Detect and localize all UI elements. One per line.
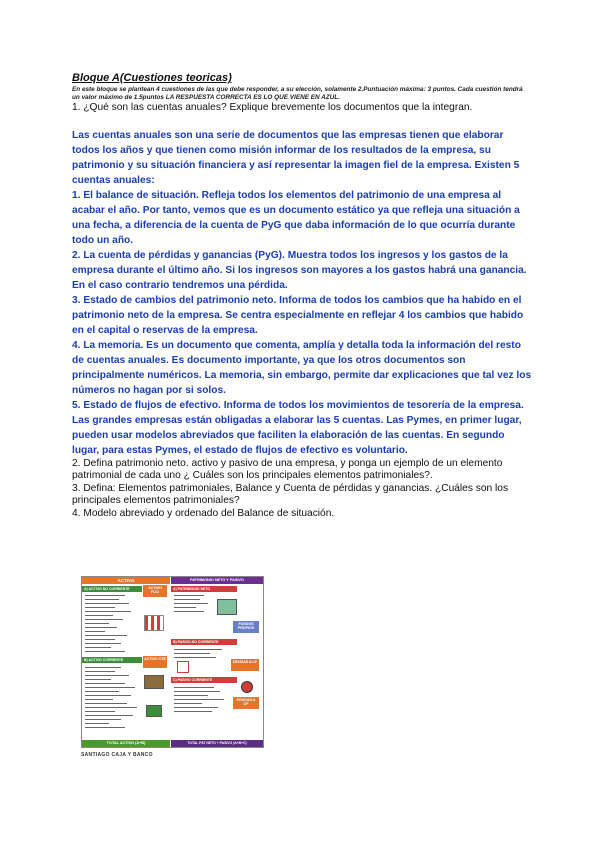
activo-no-corriente-label: A) ACTIVO NO CORRIENTE (82, 586, 142, 592)
answer-conclusion: Las grandes empresas están obligadas a elaborar las 5 cuentas. Las Pymes, en primer lugar, pueden usar modelos abreviados que faciliten la elaboración de las cuentas. En segundo lugar, para estas Pymes, el estado de flujos de efectivo es voluntario. (72, 414, 522, 456)
deudas-cp-badge: DEUDAS A CP (233, 697, 259, 709)
pasivo-no-corriente-label: B) PASIVO NO CORRIENTE (171, 639, 237, 645)
section-title: Bloque A(Cuestiones teoricas) (72, 72, 232, 84)
activo-cte-badge: ACTIVO CTE (143, 656, 167, 668)
section-instructions: En este bloque se plantean 4 cuestiones de las que debe responder, a su elección, solamente 2.Puntuación máxima: 3 puntos. Cada cuestión tendrá un valor máximo de 1.5puntos LA RESPUESTA CORRECTA ES LO QUE VIENE EN AZUL. (72, 86, 523, 101)
pasivo-header: PATRIMONIO NETO Y PASIVO (171, 577, 263, 584)
activo-fijo-badge: ACTIVO FIJO (143, 585, 167, 597)
answer-item-4: 4. La memoria. Es un documento que comenta, amplía y detalla toda la información del resto de cuentas anuales. Es documento importante, ya que los otros documentos son principalmente numéricos. La memoria, sin embargo, permite dar explicaciones que tal vez los números no hagan por si solos. (72, 339, 532, 396)
total-activo: TOTAL ACTIVO (A+B) (82, 740, 170, 748)
money-stack-icon (217, 599, 237, 615)
store-icon (144, 615, 164, 631)
activo-corriente-label: B) ACTIVO CORRIENTE (82, 657, 142, 663)
ladybug-icon (241, 681, 253, 693)
pasivo-corriente-label: C) PASIVO CORRIENTE (171, 677, 237, 683)
question-1: 1. ¿Qué son las cuentas anuales? Explique brevemente los documentos que la integran. (72, 102, 473, 113)
deudas-lp-badge: DEUDAS A LP (231, 659, 259, 671)
activo-header: ACTIVO (82, 577, 170, 584)
balance-sheet-figure (81, 576, 264, 748)
cash-icon (146, 705, 162, 717)
fondos-propios-badge: FONDOS PROPIOS (233, 621, 259, 633)
pasivo-column (171, 577, 263, 747)
question-2: 2. Defina patrimonio neto. activo y pasivo de una empresa, y ponga un ejemplo de un elemento patrimonial de cada uno ¿ Cuáles son los principales elementos patrimoniales?. (72, 457, 503, 481)
question-4: 4. Modelo abreviado y ordenado del Balance de situación. (72, 507, 335, 519)
answer-intro: Las cuentas anuales son una serie de documentos que las empresas tienen que elaborar todos los años y que tienen como misión informar de los resultados de la empresa, su patrimonio y su situación financiera y así representar la imagen fiel de la empresa. Existen 5 cuentas anuales: (72, 129, 520, 186)
calendar-icon (177, 661, 189, 673)
inventory-icon (144, 675, 164, 689)
question-3-continued: principales elementos patrimoniales? (72, 495, 240, 506)
figure-caption: SANTIAGO CAJA Y BANCO (81, 752, 153, 758)
activo-column (82, 577, 170, 747)
answer-item-1: 1. El balance de situación. Refleja todos los elementos del patrimonio de una empresa al acabar el año. Por tanto, vemos que es un documento estático ya que refleja una situación a una fecha, a diferencia de la cuenta de PyG que daba información de lo que ocurría durante todo un año. (72, 189, 520, 246)
answer-item-3: 3. Estado de cambios del patrimonio neto. Informa de todos los cambios que ha habido en el patrimonio neto de la empresa. Se centra especialmente en reflejar 4 los cambios que habido en el capital o reservas de la empresa. (72, 294, 524, 336)
document-body (72, 72, 532, 520)
question-3: 3. Defina: Elementos patrimoniales, Balance y Cuenta de pérdidas y ganancias. ¿Cuáles son los (72, 482, 509, 494)
answer-item-5: 5. Estado de flujos de efectivo. Informa de todos los movimientos de tesorería de la empresa. (72, 399, 524, 411)
answer-item-2: 2. La cuenta de pérdidas y ganancias (PyG). Muestra todos los ingresos y los gastos de la empresa durante el último año. Si los ingresos son mayores a los gastos habrá una ganancia. En el caso contrario tendremos una pérdida. (72, 249, 527, 291)
total-pasivo: TOTAL PAT NETO + PASIVO (A+B+C) (171, 740, 263, 748)
patrimonio-neto-label: A) PATRIMONIO NETO (171, 586, 237, 592)
